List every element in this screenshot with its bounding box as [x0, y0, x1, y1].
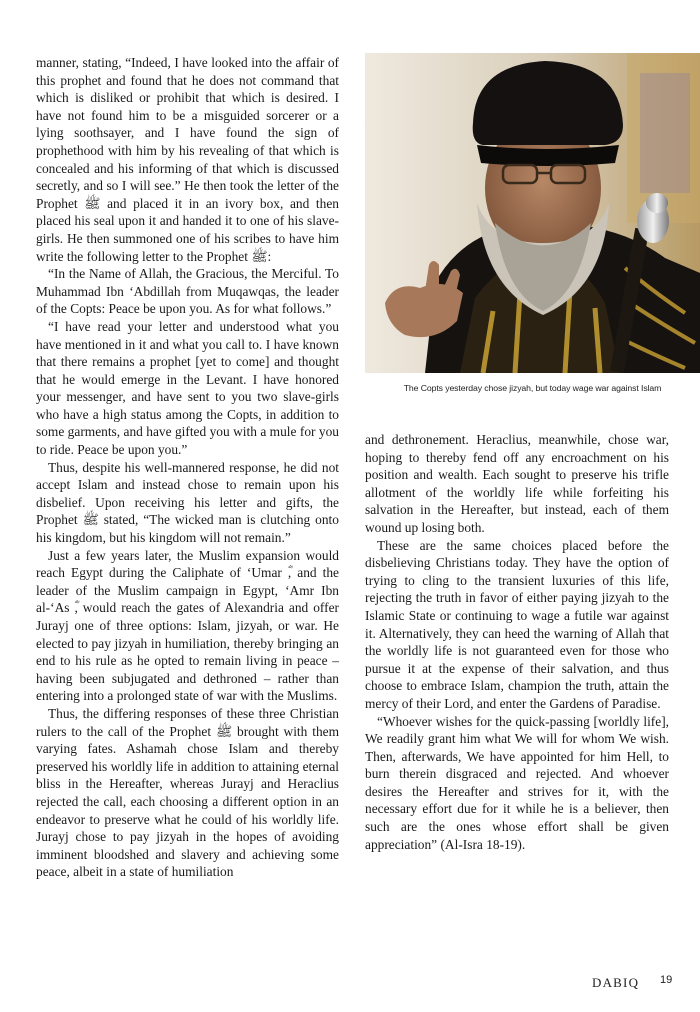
- paragraph: These are the same choices placed before the disbelieving Christians today. They have the option of trying to cling to the transient luxuries of this life, rejecting the truth in favor of either paying jizyah to the Islamic State or continuing to wage a futile war against it. Alternatively, they can heed the warning of Allah that the worldly life is not guaranteed even for those who pursue it at the expense of their salvation, and thus choose to embrace Islam, champion the truth, attain the mercy of their Lord, and enter the Gardens of Paradise.: [365, 537, 669, 711]
- article-photo: [365, 53, 700, 373]
- paragraph: “In the Name of Allah, the Gracious, the Merciful. To Muhammad Ibn ‘Abdillah from Muqawqas, the leader of the Copts: Peace be upon you. As for what follows.”: [36, 266, 339, 317]
- left-text-column: [36, 54, 339, 881]
- paragraph: Thus, despite his well-mannered response, he did not accept Islam and instead chose to remain upon his disbelief. Upon receiving his letter and gifts, the Prophet ﷺ stated, “The wicked man is clutching onto his kingdom, but his kingdom will not remain.”: [36, 459, 339, 546]
- photo-caption: The Copts yesterday chose jizyah, but today wage war against Islam: [403, 383, 662, 393]
- paragraph: Just a few years later, the Muslim expansion would reach Egypt during the Caliphate of ‘Umar ؓ, and the leader of the Muslim campaign in Egypt, ‘Amr Ibn al-‘As ؓ, would reach the gates of Alexandria and offer Jurayj one of three options: Islam, jizyah, or war. He elected to pay jizyah in humiliation, thereby bringing an end to his rule as he opted to remain living in peace – having been subjugated and dethroned – rather than entering into a prolonged state of war with the Muslims.: [36, 547, 339, 704]
- paragraph: “I have read your letter and understood what you have mentioned in it and what you call to. I have known that there remains a prophet [yet to come] and thought that he would emerge in the Levant. I have honored your messenger, and have sent to you two slave-girls who have a high status among the Copts, in addition to some garments, and have gifted you with a mule for you to ride. Peace be upon you.”: [36, 318, 339, 458]
- paragraph: “Whoever wishes for the quick-passing [worldly life], We readily grant him what We will for whom We wish. Then, afterwards, We have appointed for him Hell, to burn therein disgraced and rejected. And whoever desires the Hereafter and strives for it, with the necessary effort due for it while he is a believer, then such are the ones whose effort shall be given appreciation” (Al-Isra 18-19).: [365, 713, 669, 852]
- magazine-title: DABIQ: [592, 975, 640, 990]
- page-number: 19: [660, 974, 673, 986]
- paragraph: manner, stating, “Indeed, I have looked into the affair of this prophet and found that he does not command that which is disliked or prohibit that which is desired. I have not found him to be a misguided sorcerer or a lying soothsayer, and I have found the sign of prophethood with him by his revealing of that which is concealed and his informing of that which is discussed secretly, and so I will see.” He then took the letter of the Prophet ﷺ and placed it in an ivory box, and then placed his seal upon it and handed it to one of his slave-girls. He then summoned one of his scribes to have him write the following letter to the Prophet ﷺ:: [36, 55, 339, 264]
- right-text-column: [365, 431, 669, 853]
- photo-illustration: [365, 53, 700, 373]
- paragraph: and dethronement. Heraclius, meanwhile, chose war, hoping to thereby fend off any encroachment on his position and wealth. Each sought to preserve his trifle allotment of the worldly life while forfeiting his salvation in the Hereafter, but instead, each of them wound up losing both.: [365, 432, 669, 535]
- paragraph: Thus, the differing responses of these three Christian rulers to the call of the Prophet ﷺ brought with them varying fates. Ashamah chose Islam and thereby preserved his worldly life in addition to attaining eternal bliss in the Hereafter, whereas Jurayj and Heraclius rejected the call, each choosing a different option in an endeavor to preserve what he could of his worldly life. Jurayj chose to pay jizyah in the hopes of avoiding imminent bloodshed and slavery and achieving some peace, albeit in a state of humiliation: [36, 705, 340, 880]
